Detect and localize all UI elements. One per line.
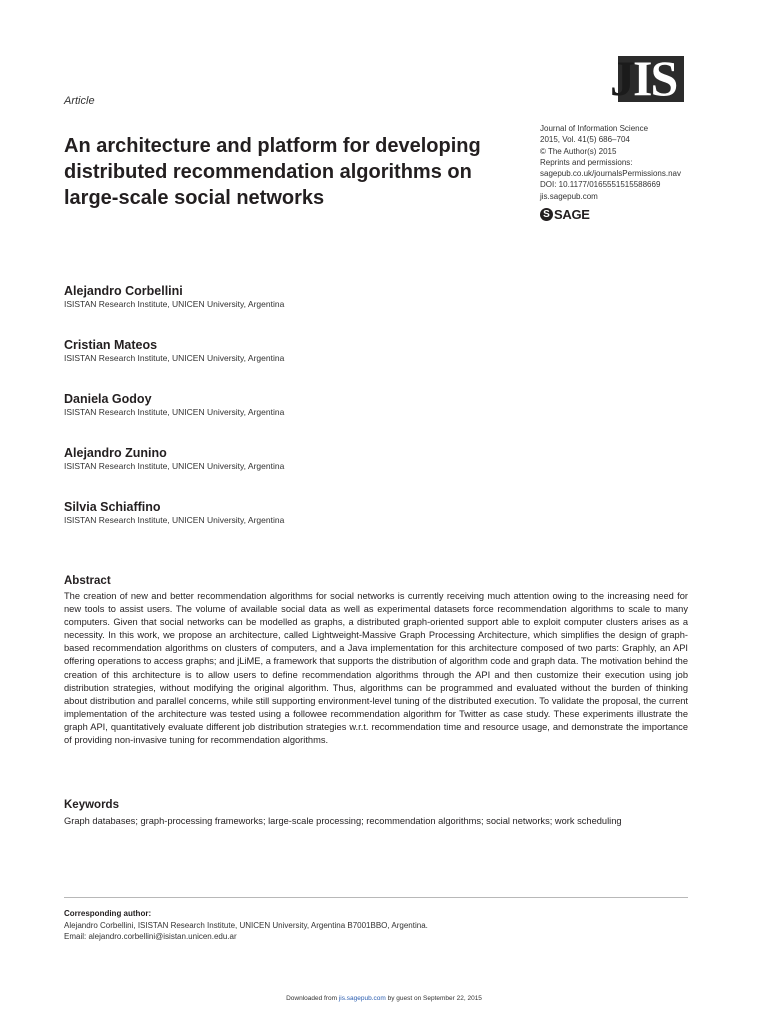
author-name: Daniela Godoy [64,392,152,406]
author-name: Alejandro Zunino [64,446,167,460]
author-block [64,283,564,310]
author-block [64,391,564,418]
sage-mark-icon: S [540,208,553,221]
author-affiliation: ISISTAN Research Institute, UNICEN University, Argentina [64,299,285,309]
corresponding-heading: Corresponding author: [64,909,152,918]
doi[interactable]: DOI: 10.1177/0165551515588669 [540,180,661,190]
abstract-text: The creation of new and better recommendation algorithms for social networks is currently receiving much attention owing to the increasing need for new tools to assist users. The volume of available social data as well as experimental datasets force recommendation algorithms to scale to many computers. Given that social networks can be modelled as graphs, a distributed graph-oriented support able to exploit computer clusters arises as a necessity. In this work, we propose an architecture, called Lightweight-Massive Graph Processing Architecture, which simplifies the design of graph-based recommendation algorithms on clusters of computers, and a Java implementation for this architecture composed of two parts: Graphly, an API offering operations to access graphs; and jLiME, a framework that supports the distribution of algorithm code and graph data. The motivation behind the creation of this architecture is to allow users to define recommendation algorithms through the API and then customize their execution using job distribution strategies, without modifying the original algorithm. Thus, algorithms can be programmed and evaluated without the burden of thinking about distribution and parallel concerns, while still supporting environment-level tuning of the distributed execution. To validate the proposal, the current implementation of the architecture was tested using a followee recommendation algorithm for Twitter as case study. These experiments illustrate the graph API, quantitatively evaluate different job distribution strategies w.r.t. recommendation time and resource usage, and demonstrate the importance of providing non-invasive tuning for recommendation algorithms. [64,591,688,746]
publisher-logo [540,206,590,222]
footnote-divider [64,897,688,898]
keywords-heading: Keywords [64,799,119,811]
download-suffix: by guest on September 22, 2015 [385,995,482,1002]
keywords-text: Graph databases; graph-processing frameworks; large-scale processing; recommendation algorithms; social networks; work scheduling [64,816,622,826]
reprints-label: Reprints and permissions: [540,157,633,167]
author-block [64,499,564,526]
author-affiliation: ISISTAN Research Institute, UNICEN University, Argentina [64,461,285,471]
permissions-link[interactable]: sagepub.co.uk/journalsPermissions.nav [540,169,681,179]
abstract-heading: Abstract [64,575,111,587]
author-name: Cristian Mateos [64,338,158,352]
journal-name: Journal of Information Science [540,124,649,133]
corresponding-email[interactable]: Email: alejandro.corbellini@isistan.unicen.edu.ar [64,932,237,941]
author-name: Silvia Schiaffino [64,500,161,514]
copyright: © The Author(s) 2015 [540,146,617,156]
journal-logo [608,52,688,106]
author-block [64,445,564,472]
logo-text: JIS [610,50,677,106]
article-type-label: Article [64,95,95,107]
author-block [64,337,564,364]
author-affiliation: ISISTAN Research Institute, UNICEN University, Argentina [64,407,285,417]
author-affiliation: ISISTAN Research Institute, UNICEN University, Argentina [64,515,285,525]
download-notice [0,995,768,1002]
journal-metadata [540,123,740,202]
author-affiliation: ISISTAN Research Institute, UNICEN University, Argentina [64,353,285,363]
download-prefix: Downloaded from [286,995,339,1002]
paper-title: An architecture and platform for developing distributed recommendation algorithms on large-scale social networks [64,135,481,209]
journal-site-link[interactable]: jis.sagepub.com [540,191,598,201]
download-link[interactable]: jis.sagepub.com [338,995,386,1002]
publisher-name: SAGE [554,206,590,222]
volume-info: 2015, Vol. 41(5) 686–704 [540,135,630,145]
author-name: Alejandro Corbellini [64,284,183,298]
corresponding-address: Alejandro Corbellini, ISISTAN Research Institute, UNICEN University, Argentina B7001BBO, Argentina. [64,920,428,930]
corresponding-author [64,908,688,943]
